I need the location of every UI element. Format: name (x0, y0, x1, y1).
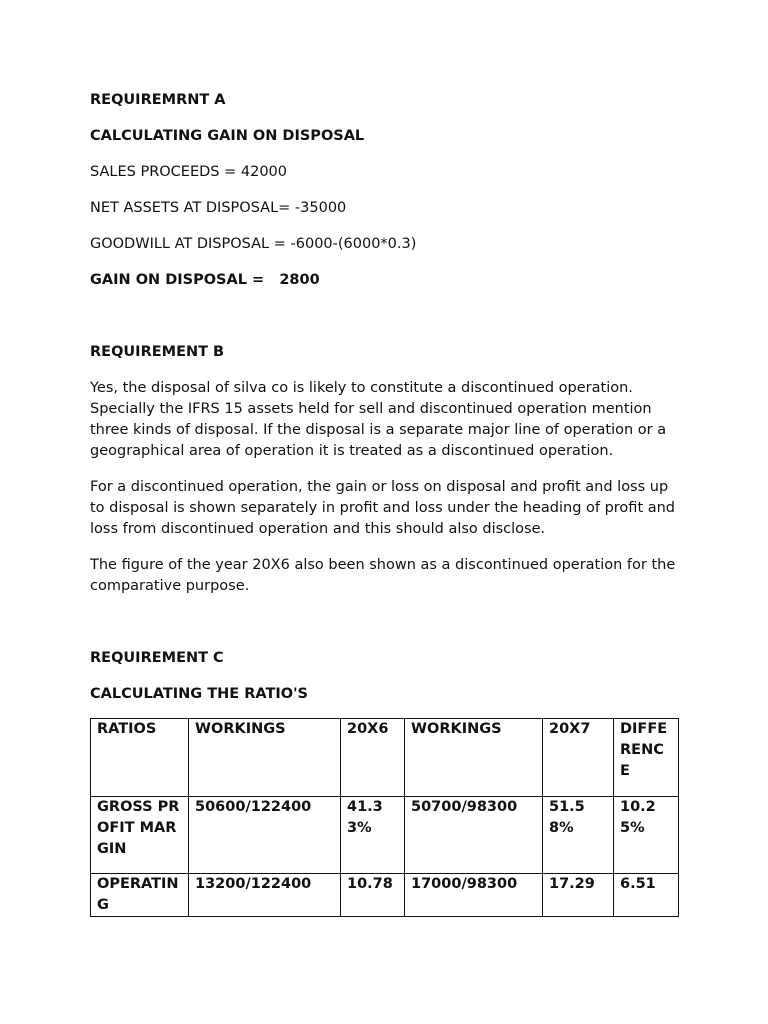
gain-label: GAIN ON DISPOSAL = (90, 272, 265, 288)
gain-on-disposal-line (90, 270, 680, 291)
table-cell: 6.51 (614, 874, 679, 917)
table-cell: 50700/98300 (405, 797, 543, 874)
table-cell: OPERATING (91, 874, 189, 917)
requirement-b-heading: REQUIREMENT B (90, 344, 225, 360)
table-cell: 51.58% (543, 797, 614, 874)
header-cell-20x6: 20X6 (341, 719, 405, 797)
requirement-c-heading: REQUIREMENT C (90, 650, 224, 666)
header-cell-workings-20x6: WORKINGS (189, 719, 341, 797)
table-cell: 41.33% (341, 797, 405, 874)
requirement-a-heading: REQUIREMRNT A (90, 92, 226, 108)
table-cell: 50600/122400 (189, 797, 341, 874)
table-cell: 10.25% (614, 797, 679, 874)
paragraph: Yes, the disposal of silva co is likely to constitute a discontinued operation. Specially the IFRS 15 assets held for sell and discontinued operation mention three kinds of disposal. If the disposal is a separate major line of operation or a geographical area of operation it is treated as a discontinued operation. (90, 380, 667, 459)
table-cell: GROSS PROFIT MARGIN (91, 797, 189, 874)
table-cell: 13200/122400 (189, 874, 341, 917)
ratios-heading: CALCULATING THE RATIO'S (90, 686, 308, 702)
table-cell: 17000/98300 (405, 874, 543, 917)
paragraph: For a discontinued operation, the gain or loss on disposal and profit and loss up to disposal is shown separately in profit and loss under the heading of profit and loss from discontinued operation and this should also disclose. (90, 479, 676, 537)
table-cell: 17.29 (543, 874, 614, 917)
table-row (91, 797, 679, 874)
paragraph: The figure of the year 20X6 also been shown as a discontinued operation for the comparative purpose. (90, 557, 676, 594)
table-row (91, 874, 679, 917)
gain-value: 2800 (279, 272, 320, 288)
header-cell-ratios: RATIOS (91, 719, 189, 797)
document-content (90, 90, 680, 917)
net-assets-line: NET ASSETS AT DISPOSAL= -35000 (90, 200, 347, 216)
ratios-table (90, 718, 679, 917)
header-cell-difference: DIFFERENCE (614, 719, 679, 797)
goodwill-line: GOODWILL AT DISPOSAL = -6000-(6000*0.3) (90, 236, 417, 252)
header-cell-workings-20x7: WORKINGS (405, 719, 543, 797)
table-header-row (91, 719, 679, 797)
gain-on-disposal-heading: CALCULATING GAIN ON DISPOSAL (90, 128, 365, 144)
sales-proceeds-line: SALES PROCEEDS = 42000 (90, 164, 287, 180)
table-cell: 10.78 (341, 874, 405, 917)
header-cell-20x7: 20X7 (543, 719, 614, 797)
